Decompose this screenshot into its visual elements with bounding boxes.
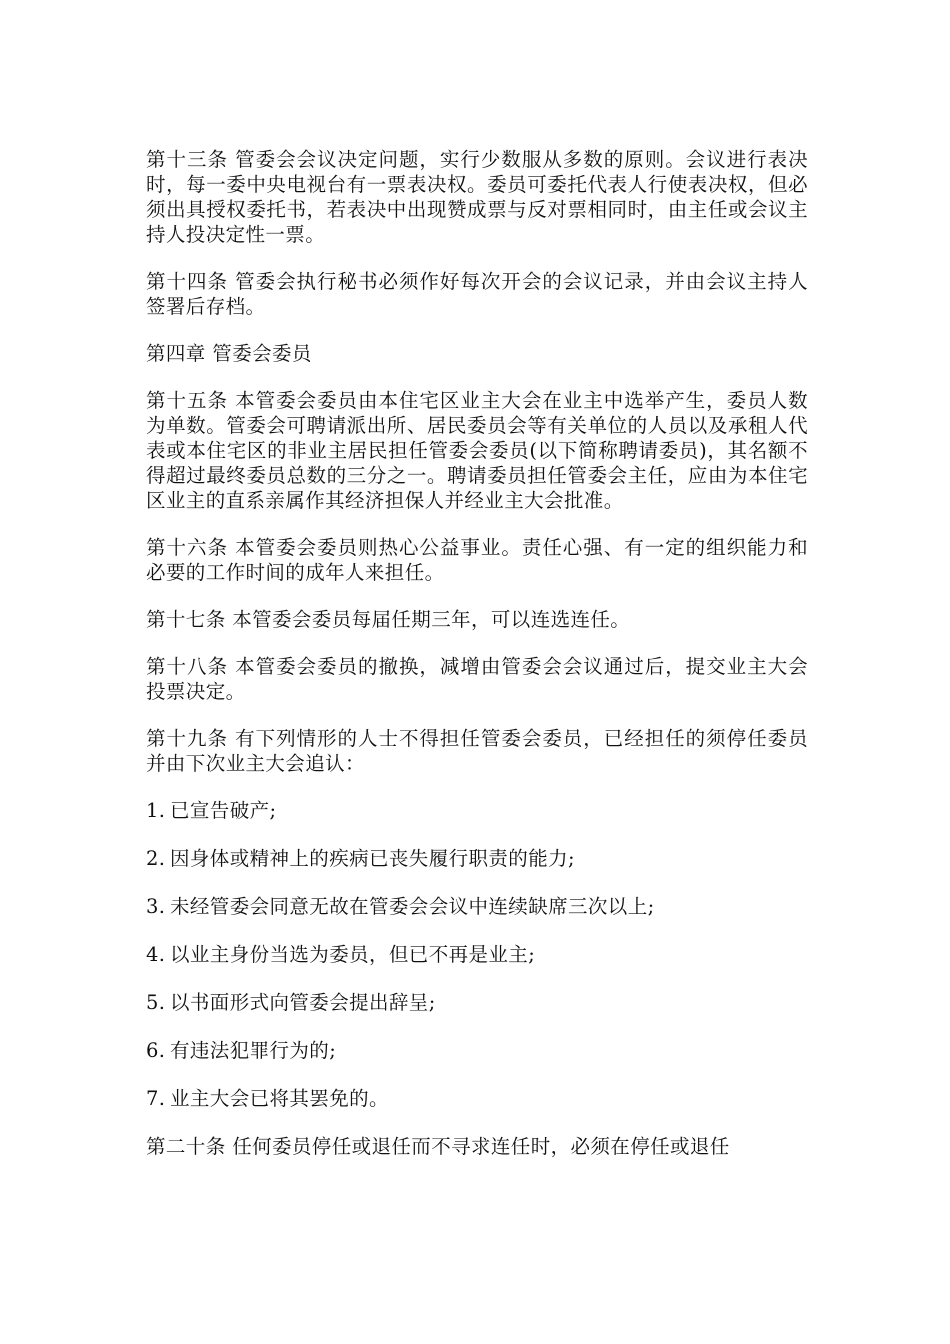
- document-page: [146, 147, 808, 1181]
- list-item-text: 已宣告破产;: [170, 799, 277, 822]
- list-item: [146, 990, 808, 1015]
- disqualification-list: [146, 798, 808, 1111]
- chapter-heading: 第四章 管委会委员: [146, 342, 312, 365]
- list-item-text: 以业主身份当选为委员，但已不再是业主;: [170, 943, 536, 966]
- list-item-number: 6.: [146, 1039, 166, 1062]
- list-item: [146, 1038, 808, 1063]
- list-item-number: 5.: [146, 991, 166, 1014]
- article-15: 第十五条 本管委会委员由本住宅区业主大会在业主中选举产生，委员人数为单数。管委会可聘请派出所、居民委员会等有关单位的人员以及承租人代表或本住宅区的非业主居民担任管委会委员(以下简称聘请委员)，其名额不得超过最终委员总数的三分之一。聘请委员担任管委会主任，应由为本住宅区业主的直系亲属作其经济担保人并经业主大会批准。: [146, 389, 808, 512]
- article-14: 第十四条 管委会执行秘书必须作好每次开会的会议记录，并由会议主持人签署后存档。: [146, 270, 808, 318]
- list-item-text: 业主大会已将其罢免的。: [170, 1087, 389, 1110]
- list-item-number: 7.: [146, 1087, 166, 1110]
- article-18: 第十八条 本管委会委员的撤换，减增由管委会会议通过后，提交业主大会投票决定。: [146, 655, 808, 703]
- article-20: 第二十条 任何委员停任或退任而不寻求连任时，必须在停任或退任: [146, 1135, 730, 1158]
- list-item-number: 2.: [146, 847, 166, 870]
- list-item: [146, 798, 808, 823]
- list-item-number: 3.: [146, 895, 166, 918]
- list-item: [146, 942, 808, 967]
- list-item-number: 1.: [146, 799, 166, 822]
- list-item-text: 因身体或精神上的疾病已丧失履行职责的能力;: [170, 847, 575, 870]
- article-17: 第十七条 本管委会委员每届任期三年，可以连选连任。: [146, 608, 631, 631]
- article-16: 第十六条 本管委会委员则热心公益事业。责任心强、有一定的组织能力和必要的工作时间的成年人来担任。: [146, 536, 808, 584]
- list-item-number: 4.: [146, 943, 166, 966]
- list-item: [146, 1086, 808, 1111]
- list-item: [146, 894, 808, 919]
- list-item-text: 以书面形式向管委会提出辞呈;: [170, 991, 436, 1014]
- article-13: 第十三条 管委会会议决定问题，实行少数服从多数的原则。会议进行表决时，每一委中央电视台有一票表决权。委员可委托代表人行使表决权，但必须出具授权委托书，若表决中出现赞成票与反对票相同时，由主任或会议主持人投决定性一票。: [146, 148, 808, 246]
- list-item-text: 未经管委会同意无故在管委会会议中连续缺席三次以上;: [170, 895, 655, 918]
- list-item: [146, 846, 808, 871]
- list-item-text: 有违法犯罪行为的;: [170, 1039, 337, 1062]
- article-19: 第十九条 有下列情形的人士不得担任管委会委员，已经担任的须停任委员并由下次业主大会追认：: [146, 727, 808, 775]
